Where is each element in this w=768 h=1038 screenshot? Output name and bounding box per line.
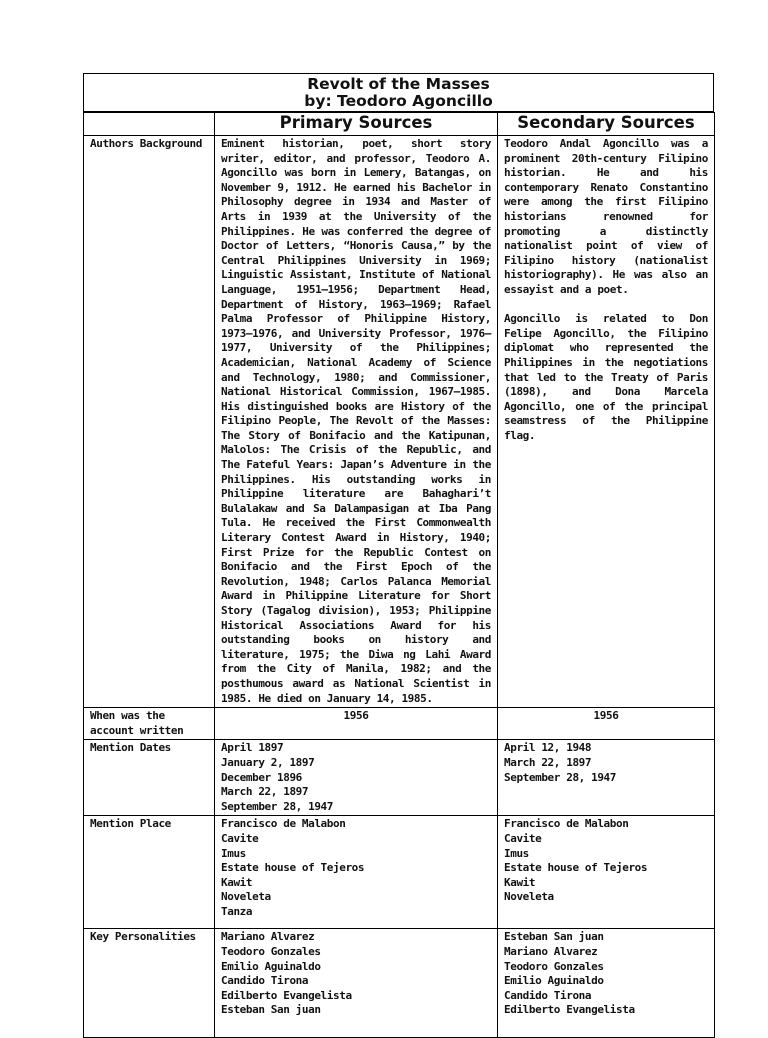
label-places: Mention Place xyxy=(84,816,215,929)
list-item: September 28, 1947 xyxy=(504,770,617,784)
list-item: Tanza xyxy=(221,904,253,918)
list-item: Kawit xyxy=(221,875,253,889)
list-item: April 1897 xyxy=(221,741,284,755)
list-item: Kawit xyxy=(504,875,536,889)
list-item: September 28, 1947 xyxy=(221,799,334,813)
list-item: Francisco de Malabon xyxy=(504,817,629,831)
list-item: Emilio Aguinaldo xyxy=(221,959,321,973)
secondary-people-list xyxy=(498,929,715,1038)
list-item: Mariano Alvarez xyxy=(504,944,598,958)
list-item: Emilio Aguinaldo xyxy=(504,974,604,988)
header-row xyxy=(84,113,715,136)
list-item: Estate house of Tejeros xyxy=(504,861,648,875)
sources-table xyxy=(83,112,715,1038)
table-row-author xyxy=(84,136,715,708)
primary-people-list xyxy=(215,929,498,1038)
list-item: Edilberto Evangelista xyxy=(221,988,352,1002)
document-sheet xyxy=(83,73,714,1038)
table-row-dates xyxy=(84,740,715,816)
secondary-written-year: 1956 xyxy=(498,708,715,740)
list-item: March 22, 1897 xyxy=(221,785,309,799)
list-item: Edilberto Evangelista xyxy=(504,1003,635,1017)
secondary-author-cell xyxy=(498,136,715,708)
label-people: Key Personalities xyxy=(84,929,215,1038)
secondary-author-paragraph-1: Teodoro Andal Agoncillo was a prominent 20th-century Filipino historian. He and his contemporary Renato Constantino were among the first Filipino historians renowned for promoting a distinctly nationalist point of view of Filipino history (nationalist historiography). He was also an essayist and a poet. xyxy=(504,137,708,296)
title-line-2: by: Teodoro Agoncillo xyxy=(304,92,493,110)
document-title xyxy=(83,73,714,112)
list-item: Imus xyxy=(221,846,246,860)
label-author: Authors Background xyxy=(84,136,215,708)
list-item: Teodoro Gonzales xyxy=(504,959,604,973)
list-item: Teodoro Gonzales xyxy=(221,944,321,958)
list-item: December 1896 xyxy=(221,770,302,784)
list-item: Candido Tirona xyxy=(221,974,309,988)
list-item: January 2, 1897 xyxy=(221,755,315,769)
secondary-dates-list xyxy=(498,740,715,816)
list-item: Estate house of Tejeros xyxy=(221,861,365,875)
table-row-written xyxy=(84,708,715,740)
list-item: Imus xyxy=(504,846,529,860)
label-dates: Mention Dates xyxy=(84,740,215,816)
primary-dates-list xyxy=(215,740,498,816)
secondary-places-list xyxy=(498,816,715,929)
table-row-places xyxy=(84,816,715,929)
list-item: Noveleta xyxy=(221,890,271,904)
title-line-1: Revolt of the Masses xyxy=(307,75,490,93)
secondary-author-paragraph-2: Agoncillo is related to Don Felipe Agoncillo, the Filipino diplomat who represented the Philippines in the negotiations that led to the Treaty of Paris (1898), and Dona Marcela Agoncillo, one of the principal seamstress of the Philippine flag. xyxy=(504,312,708,442)
header-blank xyxy=(84,113,215,136)
table-row-people xyxy=(84,929,715,1038)
list-item: Esteban San juan xyxy=(504,930,604,944)
list-item: Cavite xyxy=(221,831,259,845)
list-item: Francisco de Malabon xyxy=(221,817,346,831)
list-item: Mariano Alvarez xyxy=(221,930,315,944)
list-item: March 22, 1897 xyxy=(504,755,592,769)
primary-places-list xyxy=(215,816,498,929)
list-item: Cavite xyxy=(504,831,542,845)
label-written: When was the account written xyxy=(84,708,215,740)
primary-author-text: Eminent historian, poet, short story writer, editor, and professor, Teodoro A. Agoncillo was born in Lemery, Batangas, on November 9, 1912. He earned his Bachelor in Philosophy degree in 1934 and Master of Arts in 1939 at the University of the Philippines. He was conferred the degree of Doctor of Letters, “Honoris Causa,” by the Central Philippines University in 1969; Linguistic Assistant, Institute of National Language, 1951–1956; Department Head, Department of History, 1963–1969; Rafael Palma Professor of Philippine History, 1973–1976, and University Professor, 1976–1977, University of the Philippines; Academician, National Academy of Science and Technology, 1980; and Commissioner, National Historical Commission, 1967–1985. His distinguished books are History of the Filipino People, The Revolt of the Masses: The Story of Bonifacio and the Katipunan, Malolos: The Crisis of the Republic, and The Fateful Years: Japan’s Adventure in the Philippines. His outstanding works in Philippine literature are Bahaghari’t Bulalakaw and Sa Dalampasigan at Iba Pang Tula. He received the First Commonwealth Literary Contest Award in History, 1940; First Prize for the Republic Contest on Bonifacio and the First Epoch of the Revolution, 1948; Carlos Palanca Memorial Award in Philippine Literature for Short Story (Tagalog division), 1953; Philippine Historical Associations Award for his outstanding books on history and literature, 1975; the Diwa ng Lahi Award from the City of Manila, 1982; and the posthumous award as National Scientist in 1985. He died on January 14, 1985. xyxy=(215,136,498,708)
header-secondary-sources: Secondary Sources xyxy=(498,113,715,136)
primary-written-year: 1956 xyxy=(215,708,498,740)
header-primary-sources: Primary Sources xyxy=(215,113,498,136)
list-item: Esteban San juan xyxy=(221,1003,321,1017)
list-item: Candido Tirona xyxy=(504,988,592,1002)
list-item: April 12, 1948 xyxy=(504,741,592,755)
list-item: Noveleta xyxy=(504,890,554,904)
